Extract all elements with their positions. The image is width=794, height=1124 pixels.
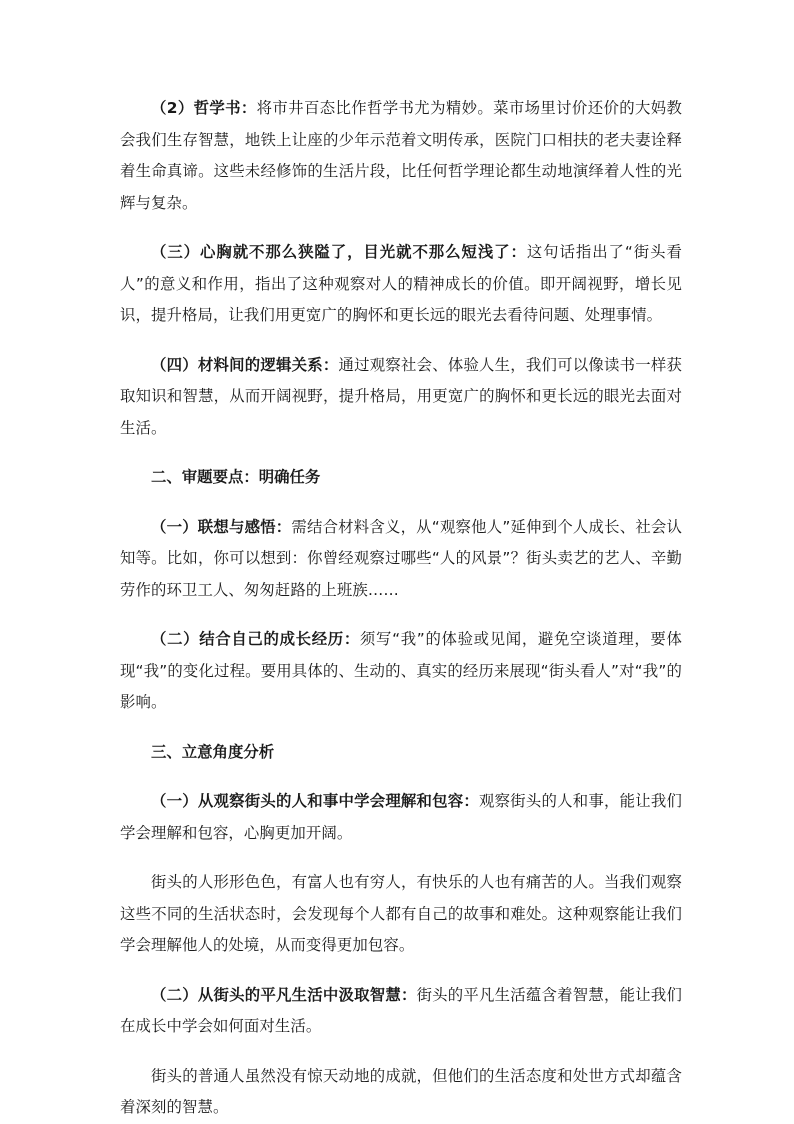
paragraph-body: 需结合材料含义，从“观察他人”延伸到个人成长、社会认知等。比如，你可以想到：你曾经观察过哪些“人的风景”？街头卖艺的艺人、辛勤劳作的环卫工人、匆匆赶路的上班族…… — [120, 517, 683, 599]
paragraph-lead: （二）从街头的平凡生活中汲取智慧： — [151, 985, 417, 1004]
paragraph-lead: （四）材料间的逻辑关系： — [151, 355, 339, 374]
paragraph-lead: （2）哲学书： — [151, 99, 257, 117]
paragraph-philosophy-book — [120, 93, 682, 219]
paragraph-lead: （一）联想与感悟： — [151, 517, 292, 536]
paragraph-broad-mind — [120, 237, 682, 332]
paragraph-ordinary-people: 街头的普通人虽然没有惊天动地的成就，但他们的生活态度和处世方式却蕴含着深刻的智慧。 — [120, 1066, 682, 1116]
paragraph-personal-growth — [120, 624, 682, 719]
section-heading-angle: 三、立意角度分析 — [151, 742, 275, 761]
paragraph-body: 将市井百态比作哲学书尤为精妙。菜市场里讨价还价的大妈教会我们生存智慧，地铁上让座的少年示范着文明传承，医院门口相扶的老夫妻诠释着生命真谛。这些未经修饰的生活片段，比任何哲学理论都生动地演绎着人性的光辉与复杂。 — [120, 99, 682, 212]
paragraph-lead: （三）心胸就不那么狭隘了，目光就不那么短浅了： — [151, 243, 527, 261]
paragraph-body: 观察街头的人和事，能让我们学会理解和包容，心胸更加开阔。 — [120, 792, 682, 842]
paragraph-body: 这句话指出了“街头看人”的意义和作用，指出了这种观察对人的精神成长的价值。即开阔视野，增长见识，提升格局，让我们用更宽广的胸怀和更长远的眼光去看待问题、处理事情。 — [120, 243, 682, 324]
section-heading-task: 二、审题要点：明确任务 — [151, 468, 321, 486]
paragraph-logical-relation — [120, 350, 682, 445]
paragraph-lead: （二）结合自己的成长经历： — [151, 630, 360, 648]
paragraph-body: 通过观察社会、体验人生，我们可以像读书一样获取知识和智慧，从而开阔视野，提升格局，用更宽广的胸怀和更长远的眼光去面对生活。 — [120, 355, 683, 437]
paragraph-body: 须写“我”的体验或见闻，避免空谈道理，要体现“我”的变化过程。要用具体的、生动的、真实的经历来展现“街头看人”对“我”的影响。 — [120, 630, 682, 711]
paragraph-understanding — [120, 786, 682, 849]
paragraph-wisdom — [120, 980, 682, 1043]
paragraph-body: 街头的平凡生活蕴含着智慧，能让我们在成长中学会如何面对生活。 — [120, 985, 682, 1035]
paragraph-street-people: 街头的人形形色色，有富人也有穷人，有快乐的人也有痛苦的人。当我们观察这些不同的生活状态时，会发现每个人都有自己的故事和难处。这种观察能让我们学会理解他人的处境，从而变得更加包容。 — [120, 873, 682, 954]
paragraph-association — [120, 512, 682, 607]
paragraph-lead: （一）从观察街头的人和事中学会理解和包容： — [151, 792, 480, 810]
